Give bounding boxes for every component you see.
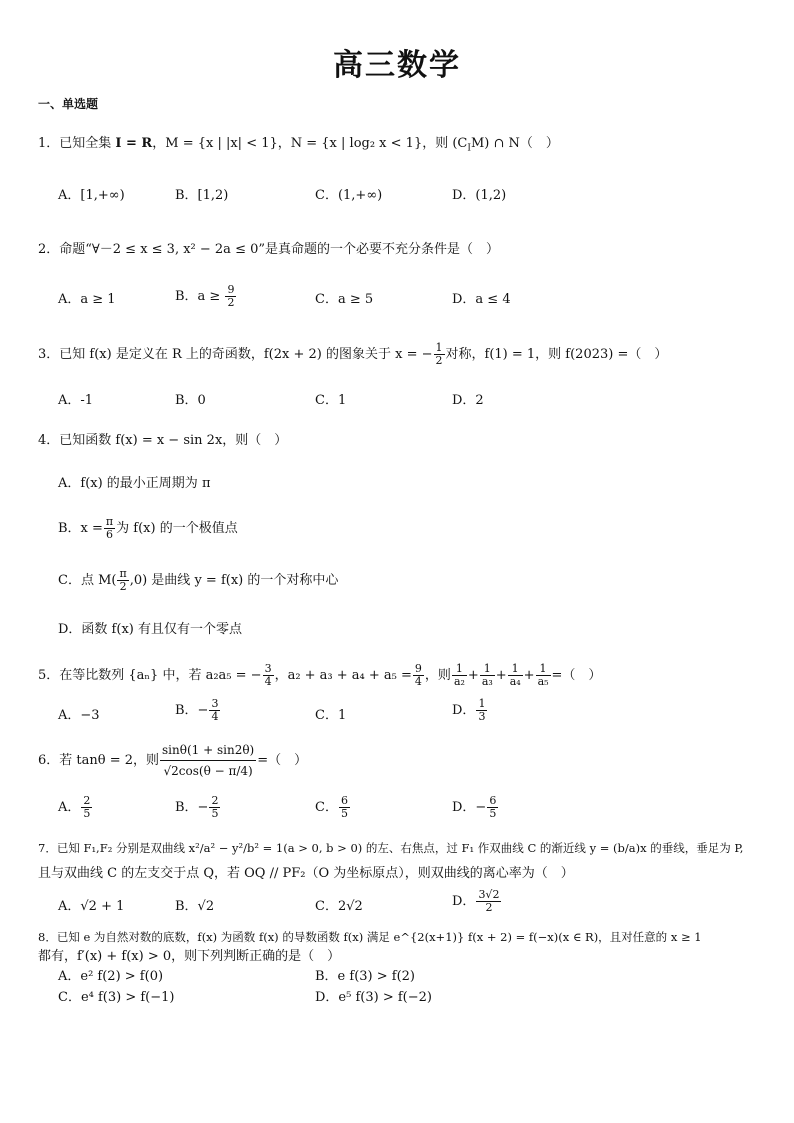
fraction-numerator: 6: [489, 794, 497, 807]
q7-optd-pre: D．: [452, 894, 476, 909]
q6-option-d: [452, 795, 499, 820]
q5-recip-2: [480, 663, 495, 688]
fraction-denominator: 4: [264, 675, 272, 688]
q1-stem-b: ，M = {x | |x| < 1}，N = {x | log₂ x < 1}，则 (C: [152, 136, 468, 151]
fraction-denominator: 2: [485, 901, 493, 914]
q6-optb-fraction: [209, 795, 220, 820]
q6-optc-fraction: [339, 795, 350, 820]
q6-optb-pre: B．−: [175, 800, 209, 815]
q3-option-d: D．2: [452, 393, 484, 408]
fraction-denominator: 4: [414, 675, 422, 688]
q5-fraction-2: [413, 663, 424, 688]
q5-stem-a: 5．在等比数列 {aₙ} 中，若 a₂a₅ = −: [38, 668, 262, 683]
question-7-line-2: 且与双曲线 C 的左支交于点 Q，若 OQ // PF₂（O 为坐标原点），则双曲线的离心率为（ ）: [38, 866, 574, 881]
q5-option-c: C．1: [315, 708, 347, 723]
fraction-numerator: 1: [536, 663, 551, 676]
fraction-denominator: a₅: [537, 675, 549, 688]
fraction-numerator: 9: [227, 283, 235, 296]
q7-optd-fraction: [476, 889, 501, 914]
q2-option-d: D．a ≤ 4: [452, 292, 511, 307]
q5-recip-1: [452, 663, 467, 688]
q2-optb-fraction: [225, 284, 236, 309]
question-2: 2．命题“∀－2 ≤ x ≤ 3, x² − 2a ≤ 0”是真命题的一个必要不充分条件是（ ）: [38, 242, 500, 257]
q1-option-d: D．(1,2): [452, 188, 507, 203]
q7-option-a: A．√2 + 1: [58, 899, 125, 914]
q5-option-a: A．−3: [58, 708, 100, 723]
q2-optb-pre: B．a ≥: [175, 289, 221, 304]
q3-stem-a: 3．已知 f(x) 是定义在 R 上的奇函数，f(2x + 2) 的图象关于 x = −: [38, 347, 433, 362]
q1-option-a: A．[1,+∞): [58, 188, 125, 203]
q1-stem-c: M) ∩ N（ ）: [470, 136, 559, 151]
q5-option-b: [175, 698, 221, 723]
question-3: [38, 342, 667, 367]
q1-stem-a: 1．已知全集: [38, 136, 116, 151]
fraction-denominator: 5: [211, 807, 219, 820]
q1-sub-i: I: [467, 143, 471, 154]
fraction-numerator: 1: [480, 663, 495, 676]
q6-optd-pre: D．−: [452, 800, 487, 815]
fraction-numerator: sinθ(1 + sin2θ): [160, 740, 256, 761]
fraction-numerator: 1: [452, 663, 467, 676]
fraction-numerator: π: [119, 567, 127, 580]
fraction-denominator: a₄: [509, 675, 521, 688]
fraction-numerator: 2: [83, 794, 91, 807]
q3-option-b: B．0: [175, 393, 206, 408]
q3-fraction: [434, 342, 445, 367]
q2-option-a: A．a ≥ 1: [58, 292, 116, 307]
q4-optc-fraction: [117, 568, 128, 593]
q5-fraction-1: [263, 663, 274, 688]
fraction-denominator: 6: [106, 528, 114, 541]
q4-option-c: [58, 568, 338, 593]
q4-optb-fraction: [104, 516, 115, 541]
question-6: [38, 740, 307, 781]
fraction-numerator: 3: [264, 662, 272, 675]
fraction-numerator: 2: [211, 794, 219, 807]
q6-optd-fraction: [487, 795, 498, 820]
q7-option-b: B．√2: [175, 899, 215, 914]
fraction-numerator: π: [105, 515, 114, 528]
fraction-denominator: 2: [119, 580, 127, 593]
question-8-line-1: 8．已知 e 为自然对数的底数，f(x) 为函数 f(x) 的导数函数 f(x) 满足 e^{2(x+1)} f(x + 2) = f(−x)(x ∈ R)，且对任意的 x ≥ 1: [38, 930, 702, 944]
fraction-numerator: 3: [211, 697, 219, 710]
question-1: [38, 134, 559, 159]
q4-option-d: D．函数 f(x) 有且仅有一个零点: [58, 622, 242, 637]
question-4: 4．已知函数 f(x) = x − sin 2x，则（ ）: [38, 433, 288, 448]
q6-opta-fraction: [81, 795, 92, 820]
q8-option-b: B．e f(3) > f(2): [315, 969, 415, 984]
fraction-denominator: a₃: [481, 675, 493, 688]
page-title: 高三数学: [333, 48, 461, 83]
q8-option-d: D．e⁵ f(3) > f(−2): [315, 990, 432, 1005]
q1-option-b: B．[1,2): [175, 188, 229, 203]
q6-stem-a: 6．若 tanθ = 2，则: [38, 753, 160, 768]
fraction-denominator: 4: [211, 710, 219, 723]
q5-optb-fraction: [209, 698, 220, 723]
question-7-line-1: 7．已知 F₁,F₂ 分别是双曲线 x²/a² − y²/b² = 1(a > 0, b > 0) 的左、右焦点，过 F₁ 作双曲线 C 的渐近线 y = (b/a)x 的垂线，垂足为 P,: [38, 841, 744, 855]
q1-option-c: C．(1,+∞): [315, 188, 383, 203]
q6-option-c: [315, 795, 351, 820]
fraction-numerator: 9: [414, 662, 422, 675]
q3-stem-b: 对称，f(1) = 1，则 f(2023) =（ ）: [445, 347, 668, 362]
q5-recip-3: [508, 663, 523, 688]
q4-option-a: A．f(x) 的最小正周期为 π: [58, 476, 211, 491]
question-8-line-2: 都有，f′(x) + f(x) > 0，则下列判断正确的是（ ）: [38, 949, 341, 964]
fraction-denominator: 2: [435, 354, 443, 367]
q2-option-b: [175, 284, 237, 309]
q5-option-d: [452, 698, 488, 723]
fraction-denominator: √2cos(θ − π/4): [163, 764, 253, 778]
q1-universal: I = R: [115, 136, 153, 151]
question-5: 5．在等比数列 {aₙ} 中，若 a₂a₅ = − $\frac{3}{4}$ ，a₂ + a₃ + a₄ + a₅ = $\frac{9}{4}$ ，则 $\frac{1}{\text{a₂}}$ + $\frac{1}{\text{a₃}}$ + $\frac{1}{\text{a₄}}$ + $\frac{1}{\text{a₅}}$ =（ ）: [38, 662, 602, 688]
q4-optc-pre: C．点 M(: [58, 573, 117, 588]
fraction-numerator: 1: [478, 697, 486, 710]
q5-recip-4: [536, 663, 551, 688]
fraction-denominator: 3: [478, 710, 486, 723]
q8-option-a: A．e² f(2) > f(0): [58, 969, 164, 984]
fraction-numerator: 1: [435, 341, 443, 354]
q5-optd-pre: D．: [452, 703, 476, 718]
q7-option-d: [452, 889, 502, 914]
fraction-denominator: 5: [340, 807, 348, 820]
q8-option-c: C．e⁴ f(3) > f(−1): [58, 990, 175, 1005]
q5-optd-fraction: [476, 698, 487, 723]
q3-option-a: A．-1: [58, 393, 94, 408]
section-heading: 一、单选题: [38, 97, 99, 111]
fraction-numerator: 6: [340, 794, 348, 807]
fraction-denominator: 5: [83, 807, 91, 820]
q5-stem-c: ，则: [424, 668, 451, 683]
q6-opta-pre: A．: [58, 800, 81, 815]
q5-stem-d: =（ ）: [551, 668, 602, 683]
q2-option-c: C．a ≥ 5: [315, 292, 374, 307]
q6-option-b: [175, 795, 221, 820]
q6-optc-pre: C．: [315, 800, 338, 815]
q6-stem-b: =（ ）: [257, 753, 308, 768]
q4-optb-post: 为 f(x) 的一个极值点: [116, 521, 238, 536]
q4-optc-post: ,0) 是曲线 y = f(x) 的一个对称中心: [129, 573, 339, 588]
q5-optb-pre: B．−: [175, 703, 209, 718]
fraction-denominator: 2: [227, 296, 235, 309]
q3-option-c: C．1: [315, 393, 347, 408]
q4-option-b: [58, 516, 238, 541]
fraction-denominator: 5: [489, 807, 497, 820]
q6-option-a: [58, 795, 93, 820]
fraction-numerator: 3√2: [478, 888, 500, 901]
fraction-denominator: a₂: [453, 675, 465, 688]
q5-stem-b: ，a₂ + a₃ + a₄ + a₅ =: [274, 668, 412, 683]
q4-optb-pre: B．x =: [58, 521, 103, 536]
fraction-numerator: 1: [508, 663, 523, 676]
q7-option-c: C．2√2: [315, 899, 363, 914]
q6-fraction: [160, 740, 256, 781]
